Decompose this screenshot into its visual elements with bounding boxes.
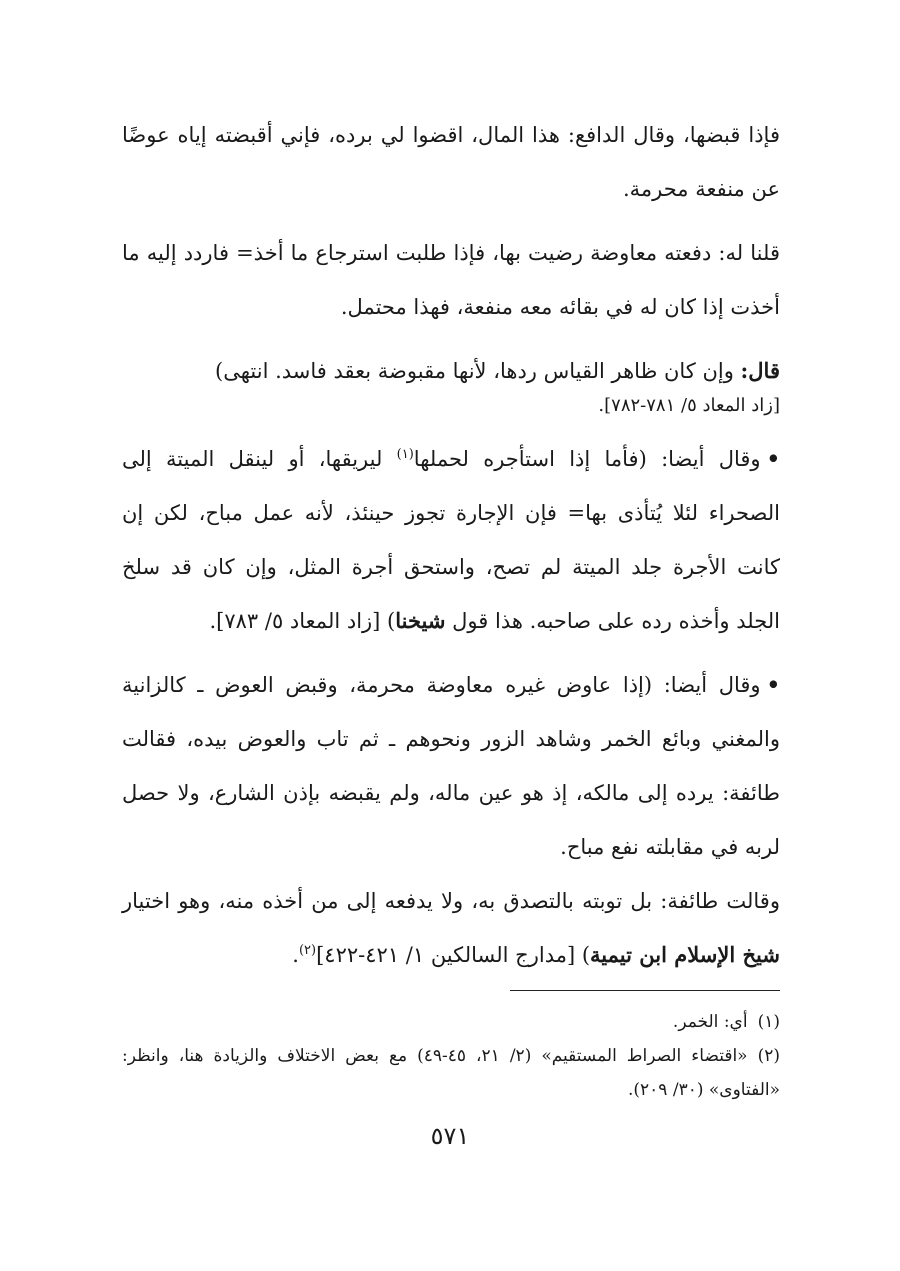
paragraph-2	[122, 226, 780, 334]
paragraph-6-end: .	[292, 943, 299, 967]
footnote-marker-1[interactable]: (١)	[396, 447, 414, 462]
footnotes	[122, 1005, 780, 1107]
paragraph-3-label: قال:	[740, 358, 780, 383]
paragraph-4-reference: ) [زاد المعاد ٥/ ٧٨٣].	[209, 609, 396, 633]
paragraph-4-text-a: وقال أيضا: (فأما إذا استأجره لحملها	[413, 447, 761, 471]
footnote-divider	[510, 990, 780, 991]
footnote-1	[122, 1005, 780, 1039]
paragraph-6-text-a: وقالت طائفة: بل توبته بالتصدق به، ولا يدفعه إلى من أخذه منه، وهو اختيار	[122, 889, 780, 913]
paragraph-1	[122, 108, 780, 216]
page-number: ٥٧١	[430, 1122, 470, 1150]
paragraph-5	[122, 658, 780, 874]
paragraph-6-reference: ) [مدارج السالكين ١/ ٤٢١-٤٢٢]	[316, 943, 591, 967]
paragraph-5-text: وقال أيضا: (إذا عاوض غيره معاوضة محرمة، وقبض العوض ـ كالزانية والمغني وبائع الخمر وشاهد الزور ونحوهم ـ ثم تاب والعوض بيده، فقالت طائفة: يرده إلى مالكه، إذ هو عين ماله، ولم يقبضه بإذن الشارع، ولا حصل لربه في مقابلته نفع مباح.	[122, 673, 780, 859]
bullet-icon: •	[766, 672, 780, 697]
footnote-2	[122, 1039, 780, 1107]
footnote-1-number: (١)	[757, 1012, 780, 1032]
bullet-icon: •	[766, 446, 780, 471]
paragraph-2-text: قلنا له: دفعته معاوضة رضيت بها، فإذا طلبت استرجاع ما أخذ= فاردد إليه ما أخذت إذا كان له في بقائه معه منفعة، فهذا محتمل.	[122, 241, 780, 319]
paragraph-6-bold: شيخ الإسلام ابن تيمية	[590, 942, 780, 967]
footnote-2-text: «اقتضاء الصراط المستقيم» (٢/ ٢١، ٤٥-٤٩) مع بعض الاختلاف والزيادة هنا، وانظر: «الفتاوى» (٣٠/ ٢٠٩).	[122, 1046, 780, 1100]
footnote-marker-2[interactable]: (٢)	[298, 943, 317, 958]
paragraph-3-text: وإن كان ظاهر القياس ردها، لأنها مقبوضة بعقد فاسد. انتهى)	[215, 359, 741, 383]
paragraph-4-bold: شيخنا	[395, 608, 446, 633]
footnote-1-text: أي: الخمر.	[672, 1012, 748, 1032]
paragraph-6	[122, 874, 780, 982]
paragraph-3	[122, 344, 780, 422]
paragraph-4	[122, 432, 780, 648]
paragraph-1-text: فإذا قبضها، وقال الدافع: هذا المال، اقضوا لي برده، فإني أقبضته إياه عوضًا عن منفعة محرمة.	[122, 123, 780, 201]
paragraph-4-text-b: ليريقها، أو لينقل الميتة إلى الصحراء لئلا يُتأذى بها= فإن الإجارة تجوز حينئذ، لأنه عمل مباح، لكن إن كانت الأجرة جلد الميتة لم تصح، واستحق أجرة المثل، وإن كان قد سلخ الجلد وأخذه رده على صاحبه. هذا قول	[122, 447, 780, 633]
paragraph-3-reference: [زاد المعاد ٥/ ٧٨١-٧٨٢].	[598, 395, 780, 416]
footnote-2-number: (٢)	[757, 1046, 780, 1066]
